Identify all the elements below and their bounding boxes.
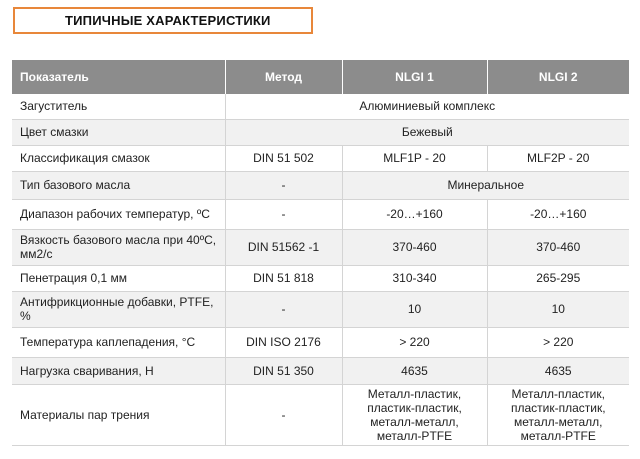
row-method: - [225,199,342,229]
table-row [12,145,629,171]
row-nlgi2: -20…+160 [487,199,629,229]
row-merged-value: Минеральное [342,171,629,199]
row-label: Пенетрация 0,1 мм [12,265,225,291]
table-row [12,384,629,445]
row-nlgi1: MLF1P - 20 [342,145,487,171]
table-row [12,357,629,384]
row-nlgi1: 10 [342,291,487,327]
row-label: Классификация смазок [12,145,225,171]
table-row [12,171,629,199]
row-method: - [225,171,342,199]
row-method: DIN 51 350 [225,357,342,384]
row-nlgi2: > 220 [487,327,629,357]
row-nlgi2: Металл-пластик, пластик-пластик, металл-металл, металл-PTFE [487,384,629,445]
row-nlgi1: 4635 [342,357,487,384]
table-header-row [12,60,629,94]
header-method: Метод [225,60,342,94]
row-method: DIN 51 818 [225,265,342,291]
table-row [12,119,629,145]
row-nlgi1: -20…+160 [342,199,487,229]
row-label: Температура каплепадения, °С [12,327,225,357]
table-row [12,94,629,119]
row-label: Вязкость базового масла при 40ºС, мм2/с [12,229,225,265]
row-nlgi1: 370-460 [342,229,487,265]
row-merged-value: Алюминиевый комплекс [225,94,629,119]
row-nlgi2: 4635 [487,357,629,384]
row-nlgi1: 310-340 [342,265,487,291]
row-nlgi2: MLF2P - 20 [487,145,629,171]
table-row [12,265,629,291]
table-row [12,229,629,265]
row-nlgi2: 265-295 [487,265,629,291]
table-row [12,199,629,229]
row-method: - [225,291,342,327]
row-label: Диапазон рабочих температур, ºС [12,199,225,229]
row-label: Цвет смазки [12,119,225,145]
row-label: Материалы пар трения [12,384,225,445]
table-row [12,327,629,357]
row-method: DIN 51 502 [225,145,342,171]
row-label: Загуститель [12,94,225,119]
row-nlgi1: > 220 [342,327,487,357]
header-nlgi2: NLGI 2 [487,60,629,94]
row-nlgi1: Металл-пластик, пластик-пластик, металл-металл, металл-PTFE [342,384,487,445]
row-method: - [225,384,342,445]
section-title: ТИПИЧНЫЕ ХАРАКТЕРИСТИКИ [13,7,313,34]
header-nlgi1: NLGI 1 [342,60,487,94]
table-row [12,291,629,327]
characteristics-table [12,60,629,446]
row-label: Нагрузка сваривания, Н [12,357,225,384]
row-merged-value: Бежевый [225,119,629,145]
row-label: Антифрикционные добавки, PTFE, % [12,291,225,327]
header-parameter: Показатель [12,60,225,94]
row-method: DIN ISO 2176 [225,327,342,357]
row-label: Тип базового масла [12,171,225,199]
row-nlgi2: 370-460 [487,229,629,265]
row-nlgi2: 10 [487,291,629,327]
row-method: DIN 51562 -1 [225,229,342,265]
